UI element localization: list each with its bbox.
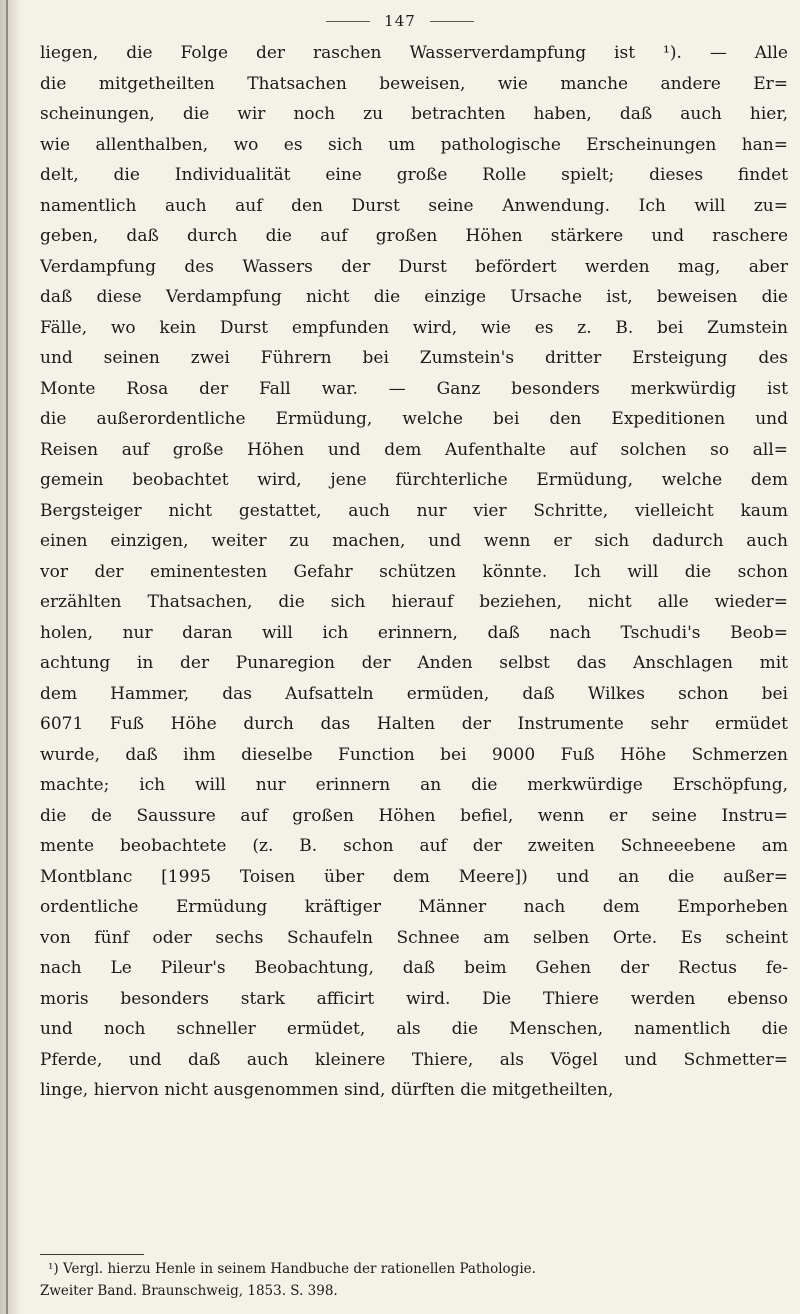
text-line: vor der eminentesten Gefahr schützen könnte. Ich will die schon [40, 561, 788, 582]
header-rule-left [326, 21, 370, 22]
text-line: geben, daß durch die auf großen Höhen stärkere und raschere [40, 226, 788, 246]
text-line: liegen, die Folge der raschen Wasserverdampfung ist ¹). — Alle [40, 43, 788, 63]
text-line: mente beobachtete (z. B. schon auf der zweiten Schneeebene am [40, 836, 788, 856]
text-line: achtung in der Punaregion der Anden selbst das Anschlagen mit [40, 653, 788, 673]
text-line: linge, hiervon nicht ausgenommen sind, dürften die mitgetheilten, [40, 1080, 614, 1100]
text-line: und seinen zwei Führern bei Zumstein's dritter Ersteigung des [40, 348, 788, 368]
page-number: 147 [384, 12, 416, 30]
text-line: wurde, daß ihm dieselbe Function bei 9000 Fuß Höhe Schmerzen [40, 744, 788, 765]
footnote-rule [40, 1254, 144, 1255]
text-line: delt, die Individualität eine große Rolle spielt; dieses findet [40, 165, 788, 185]
text-line: Reisen auf große Höhen und dem Aufenthalte auf solchen so all= [40, 439, 788, 460]
footnotes [40, 1258, 788, 1302]
text-line: die außerordentliche Ermüdung, welche bei den Expeditionen und [40, 409, 788, 429]
footnote-line: ¹) Vergl. hierzu Henle in seinem Handbuche der rationellen Pathologie. [48, 1261, 536, 1277]
text-line: Pferde, und daß auch kleinere Thiere, als Vögel und Schmetter= [40, 1049, 788, 1070]
text-line: Monte Rosa der Fall war. — Ganz besonders merkwürdig ist [40, 378, 788, 399]
footnote-line: Zweiter Band. Braunschweig, 1853. S. 398. [40, 1283, 338, 1299]
text-line: ordentliche Ermüdung kräftiger Männer nach dem Emporheben [40, 897, 788, 917]
binding-edge-line [6, 0, 8, 1314]
text-line: und noch schneller ermüdet, als die Menschen, namentlich die [40, 1019, 788, 1039]
text-line: Verdampfung des Wassers der Durst befördert werden mag, aber [40, 256, 788, 277]
text-line: holen, nur daran will ich erinnern, daß nach Tschudi's Beob= [40, 622, 788, 643]
text-line: scheinungen, die wir noch zu betrachten haben, daß auch hier, [40, 104, 788, 124]
text-line: die mitgetheilten Thatsachen beweisen, wie manche andere Er= [40, 73, 788, 94]
text-line: namentlich auch auf den Durst seine Anwendung. Ich will zu= [40, 195, 788, 216]
text-line: Fälle, wo kein Durst empfunden wird, wie es z. B. bei Zumstein [40, 317, 788, 338]
text-line: moris besonders stark afficirt wird. Die Thiere werden ebenso [40, 988, 788, 1009]
text-line: einen einzigen, weiter zu machen, und wenn er sich dadurch auch [40, 531, 788, 551]
header-rule-right [430, 21, 474, 22]
binding-shadow [0, 0, 22, 1314]
page-header [0, 10, 800, 32]
text-line: machte; ich will nur erinnern an die merkwürdige Erschöpfung, [40, 775, 788, 795]
body-text [40, 38, 788, 1106]
text-line: gemein beobachtet wird, jene fürchterliche Ermüdung, welche dem [40, 470, 788, 490]
text-line: daß diese Verdampfung nicht die einzige Ursache ist, beweisen die [40, 287, 788, 307]
text-line: nach Le Pileur's Beobachtung, daß beim Gehen der Rectus fe- [40, 958, 788, 978]
text-line: wie allenthalben, wo es sich um pathologische Erscheinungen han= [40, 134, 788, 155]
text-line: dem Hammer, das Aufsatteln ermüden, daß Wilkes schon bei [40, 683, 788, 704]
text-line: die de Saussure auf großen Höhen befiel, wenn er seine Instru= [40, 805, 788, 826]
text-line: 6071 Fuß Höhe durch das Halten der Instrumente sehr ermüdet [40, 714, 788, 734]
text-line: Montblanc [1995 Toisen über dem Meere]) und an die außer= [40, 866, 788, 887]
text-line: erzählten Thatsachen, die sich hierauf beziehen, nicht alle wieder= [40, 592, 788, 612]
text-line: Bergsteiger nicht gestattet, auch nur vier Schritte, vielleicht kaum [40, 500, 788, 521]
text-line: von fünf oder sechs Schaufeln Schnee am selben Orte. Es scheint [40, 927, 788, 948]
